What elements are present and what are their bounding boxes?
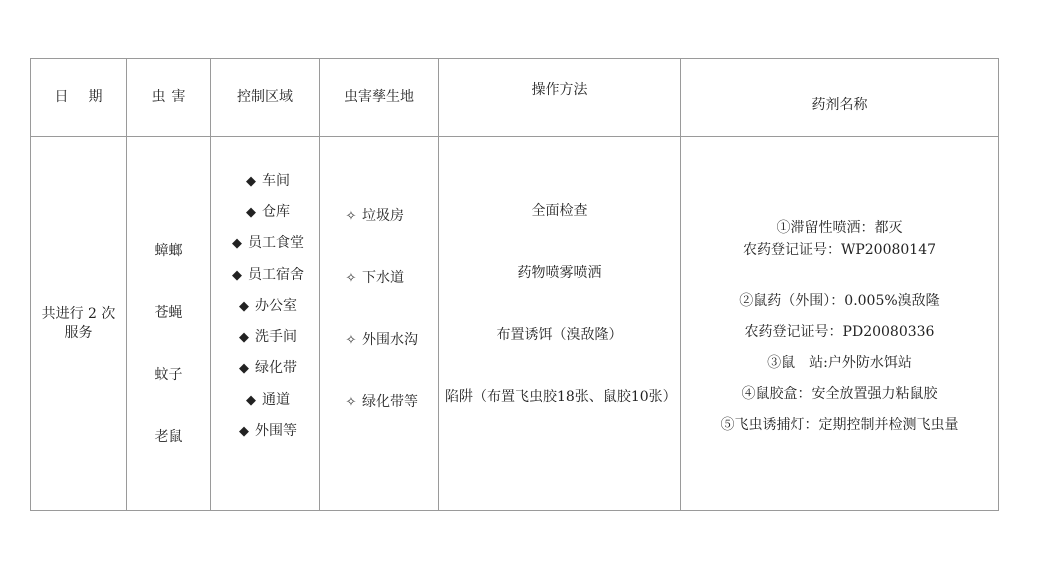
header-pest xyxy=(127,59,211,137)
cell-pests xyxy=(127,137,211,511)
method-item: 全面检查 xyxy=(531,202,588,219)
method-item: 布置诱饵（溴敌隆） xyxy=(496,326,623,343)
method-item: 药物喷雾喷洒 xyxy=(517,264,602,281)
breeding-label: 下水道 xyxy=(362,269,404,286)
method-list xyxy=(439,180,680,436)
pest-control-table xyxy=(30,58,999,511)
breeding-item xyxy=(320,247,438,309)
breeding-label: 垃圾房 xyxy=(362,207,404,224)
diamond-bullet-icon: ◆ xyxy=(246,204,256,220)
diamond-bullet-icon: ◆ xyxy=(239,424,249,440)
pest-item: 蟑螂 xyxy=(154,242,183,259)
breeding-item xyxy=(320,185,438,247)
agent-line: 农药登记证号：PD20080336 xyxy=(744,324,935,340)
diamond-bullet-icon: ◆ xyxy=(239,330,249,346)
area-item xyxy=(226,228,304,259)
pest-item: 苍蝇 xyxy=(154,304,183,321)
method-item: 陷阱（布置飞虫胶18张、鼠胶10张） xyxy=(445,388,677,405)
header-area: 控制区域 xyxy=(211,59,320,137)
diamond-bullet-icon: ◆ xyxy=(232,236,242,252)
diamond-bullet-icon: ◆ xyxy=(239,361,249,377)
frequency-line-2: 服务 xyxy=(64,324,93,341)
area-label: 外围等 xyxy=(255,423,297,440)
header-pest-char-2: 害 xyxy=(171,89,186,106)
agent-line: ⑤飞虫诱捕灯：定期控制并检测飞虫量 xyxy=(720,417,959,433)
area-list xyxy=(226,166,304,448)
diamond-bullet-icon: ◆ xyxy=(246,392,256,408)
area-label: 仓库 xyxy=(262,203,290,220)
diamond-bullet-icon: ◆ xyxy=(246,173,256,189)
header-method xyxy=(439,59,681,137)
area-item xyxy=(226,322,304,353)
star-bullet-icon: ✧ xyxy=(345,270,357,286)
header-date xyxy=(31,59,127,137)
header-date-char-1: 日 xyxy=(54,89,69,106)
frequency-line-1: 共进行 2 次 xyxy=(41,306,116,323)
cell-areas xyxy=(211,137,320,511)
agent-line: ④鼠胶盒：安全放置强力粘鼠胶 xyxy=(741,386,938,402)
cell-frequency xyxy=(31,137,127,511)
pest-list xyxy=(127,220,210,468)
pest-item: 老鼠 xyxy=(154,428,183,445)
breeding-label: 绿化带等 xyxy=(362,393,418,410)
area-label: 绿化带 xyxy=(255,360,297,377)
header-method-label: 操作方法 xyxy=(531,82,588,99)
cell-methods xyxy=(439,137,681,511)
area-item xyxy=(226,197,304,228)
header-row xyxy=(31,59,999,137)
area-label: 办公室 xyxy=(255,297,297,314)
header-pest-char-1: 虫 xyxy=(151,89,166,106)
pest-item: 蚊子 xyxy=(154,366,183,383)
area-item xyxy=(226,353,304,384)
header-agent-label: 药剂名称 xyxy=(811,97,868,114)
area-label: 员工宿舍 xyxy=(248,266,304,283)
star-bullet-icon: ✧ xyxy=(345,208,357,224)
header-agent xyxy=(681,59,999,137)
area-item xyxy=(226,291,304,322)
area-label: 洗手间 xyxy=(255,329,297,346)
header-date-char-2: 期 xyxy=(88,89,103,106)
area-item xyxy=(226,416,304,447)
area-label: 车间 xyxy=(262,172,290,189)
agent-list xyxy=(681,217,998,436)
agent-line: 农药登记证号：WP20080147 xyxy=(742,242,937,258)
breeding-item xyxy=(320,371,438,433)
cell-agents xyxy=(681,137,999,511)
agent-line: ②鼠药（外围）：0.005%溴敌隆 xyxy=(739,293,940,309)
area-item xyxy=(226,385,304,416)
diamond-bullet-icon: ◆ xyxy=(239,298,249,314)
area-label: 通道 xyxy=(262,391,290,408)
star-bullet-icon: ✧ xyxy=(345,394,357,410)
star-bullet-icon: ✧ xyxy=(345,332,357,348)
cell-breeding xyxy=(320,137,439,511)
area-item xyxy=(226,260,304,291)
breeding-item xyxy=(320,309,438,371)
agent-line: ③鼠 站:户外防水饵站 xyxy=(767,355,912,371)
data-row xyxy=(31,137,999,511)
breeding-list xyxy=(320,185,438,433)
agent-line: ①滞留性喷洒：都灭 xyxy=(776,220,903,236)
diamond-bullet-icon: ◆ xyxy=(232,267,242,283)
header-breeding: 虫害孳生地 xyxy=(320,59,439,137)
area-item xyxy=(226,166,304,197)
breeding-label: 外围水沟 xyxy=(362,331,418,348)
area-label: 员工食堂 xyxy=(248,235,304,252)
